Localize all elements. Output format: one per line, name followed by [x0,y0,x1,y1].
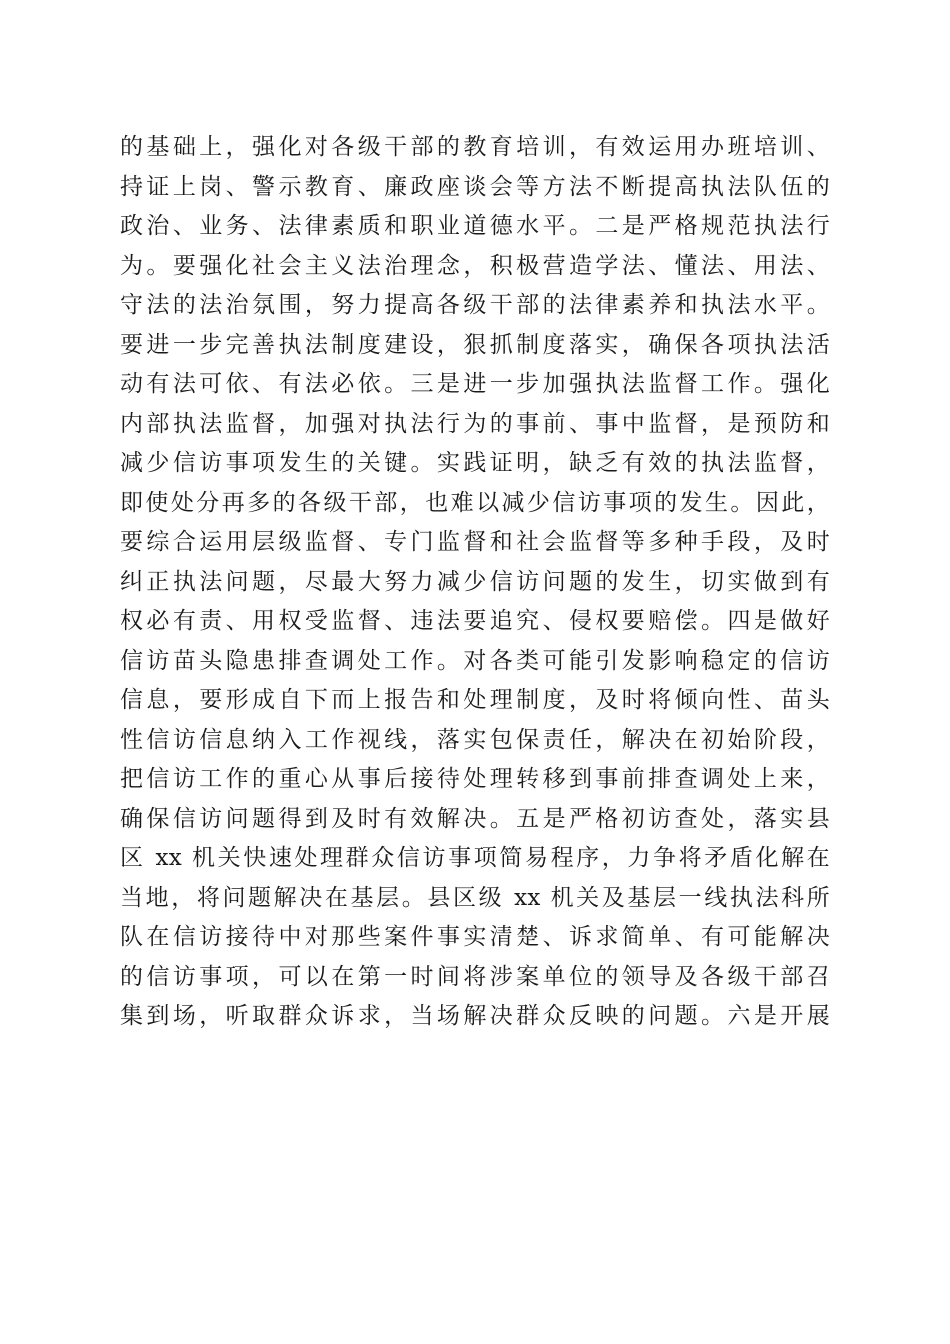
text-line: 权必有责、用权受监督、违法要追究、侵权要赔偿。四是做好 [120,608,830,634]
text-line: 持证上岗、警示教育、廉政座谈会等方法不断提高执法队伍的 [120,173,830,200]
text-line: 把信访工作的重心从事后接待处理转移到事前排查调处上来， [120,766,830,792]
text-line: 信息，要形成自下而上报告和处理制度，及时将倾向性、苗头 [120,687,830,713]
text-line: 信访苗头隐患排查调处工作。对各类可能引发影响稳定的信访 [120,647,830,674]
text-line: 当地，将问题解决在基层。县区级 xx 机关及基层一线执法科所 [120,884,830,911]
text-line: 的信访事项，可以在第一时间将涉案单位的领导及各级干部召 [120,963,830,990]
text-line: 区 xx 机关快速处理群众信访事项简易程序，力争将矛盾化解在 [120,845,830,871]
text-line: 性信访信息纳入工作视线，落实包保责任，解决在初始阶段， [120,726,830,753]
text-line: 集到场，听取群众诉求，当场解决群众反映的问题。六是开展 [120,1003,830,1029]
text-line: 内部执法监督，加强对执法行为的事前、事中监督，是预防和 [120,410,830,437]
text-line: 政治、业务、法律素质和职业道德水平。二是严格规范执法行 [120,213,830,239]
text-line: 减少信访事项发生的关键。实践证明，缺乏有效的执法监督， [120,450,830,476]
body-paragraph [120,128,830,1037]
text-line: 确保信访问题得到及时有效解决。五是严格初访查处，落实县 [120,805,830,832]
text-line: 守法的法治氛围，努力提高各级干部的法律素养和执法水平。 [120,292,830,318]
text-line: 要进一步完善执法制度建设，狠抓制度落实，确保各项执法活 [120,331,830,358]
text-line: 队在信访接待中对那些案件事实清楚、诉求简单、有可能解决 [120,924,830,950]
text-line: 的基础上，强化对各级干部的教育培训，有效运用办班培训、 [120,134,830,160]
text-line: 即使处分再多的各级干部，也难以减少信访事项的发生。因此， [120,489,830,516]
text-line: 纠正执法问题，尽最大努力减少信访问题的发生，切实做到有 [120,568,830,595]
text-line: 要综合运用层级监督、专门监督和社会监督等多种手段，及时 [120,529,830,555]
text-line: 为。要强化社会主义法治理念，积极营造学法、懂法、用法、 [120,252,830,279]
text-line: 动有法可依、有法必依。三是进一步加强执法监督工作。强化 [120,371,830,397]
